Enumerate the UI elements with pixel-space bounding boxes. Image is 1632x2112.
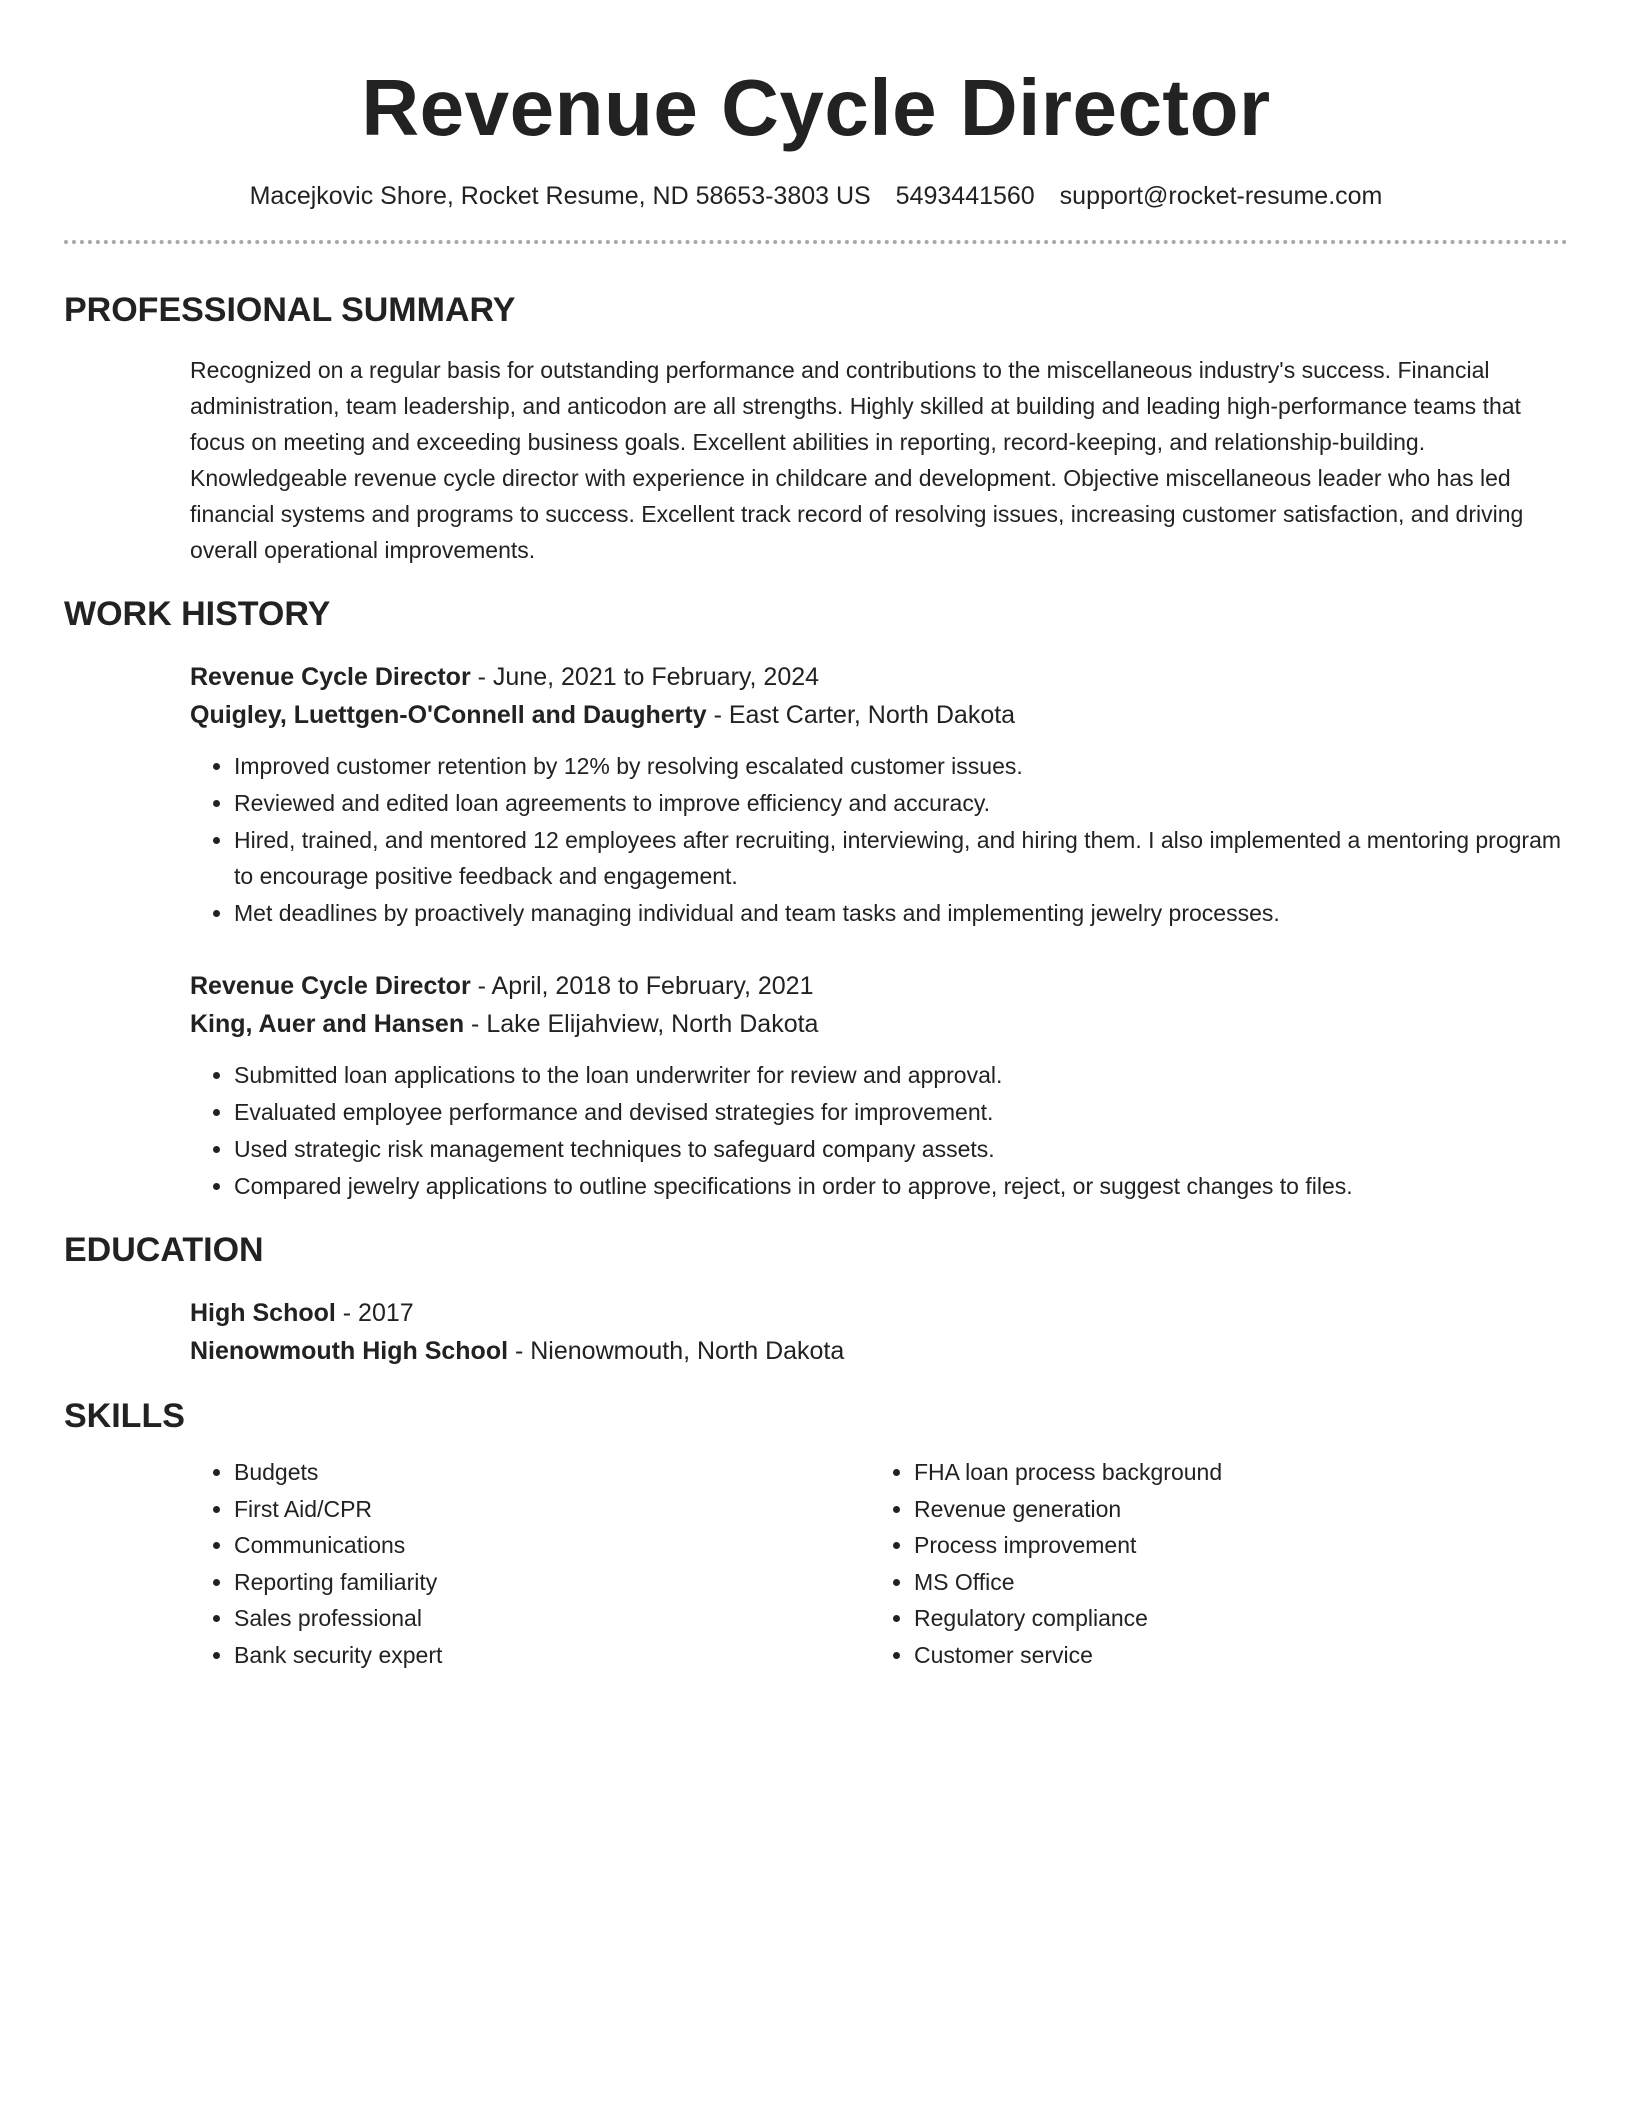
job-company-line <box>190 1005 1568 1043</box>
skills-grid <box>190 1454 1568 1673</box>
job-bullets <box>190 1057 1568 1204</box>
job-dates: - June, 2021 to February, 2024 <box>470 663 820 691</box>
skills-column-left <box>190 1454 870 1673</box>
job-company: King, Auer and Hansen <box>190 1010 465 1038</box>
candidate-name: Revenue Cycle Director <box>361 63 1271 152</box>
skills-heading: SKILLS <box>64 1397 185 1435</box>
education-section <box>190 1294 1568 1370</box>
job-company-line <box>190 696 1568 734</box>
job-entry <box>190 658 1568 931</box>
skill-item: • Bank security expert <box>234 1637 870 1674</box>
job-title-line <box>190 967 1568 1005</box>
work-history-section <box>190 658 1568 1204</box>
job-title-line <box>190 658 1568 696</box>
summary-heading: PROFESSIONAL SUMMARY <box>64 291 516 329</box>
summary-section <box>190 352 1568 568</box>
job-bullet: • Submitted loan applications to the loan underwriter for review and approval. <box>234 1057 1568 1093</box>
education-degree: High School <box>190 1299 336 1327</box>
job-location: - East Carter, North Dakota <box>706 701 1016 729</box>
education-year: - 2017 <box>335 1299 414 1327</box>
education-location: - Nienowmouth, North Dakota <box>508 1337 845 1365</box>
skills-section <box>190 1454 1568 1673</box>
skill-item: • Communications <box>234 1527 870 1564</box>
contact-line <box>64 180 1568 212</box>
contact-address: Macejkovic Shore, Rocket Resume, ND 58653-3803 US <box>249 182 871 210</box>
job-bullet: • Reviewed and edited loan agreements to improve efficiency and accuracy. <box>234 785 1568 821</box>
job-location: - Lake Elijahview, North Dakota <box>464 1010 819 1038</box>
job-dates: - April, 2018 to February, 2021 <box>470 972 814 1000</box>
education-school-line <box>190 1332 1568 1370</box>
contact-email: support@rocket-resume.com <box>1059 182 1383 210</box>
skill-item: • First Aid/CPR <box>234 1491 870 1528</box>
skills-column-right <box>870 1454 1550 1673</box>
job-entry <box>190 967 1568 1204</box>
work-history-heading: WORK HISTORY <box>64 595 331 633</box>
header-divider <box>64 240 1568 244</box>
skill-item: • Customer service <box>914 1637 1550 1674</box>
job-bullet: • Evaluated employee performance and devised strategies for improvement. <box>234 1094 1568 1130</box>
job-company: Quigley, Luettgen-O'Connell and Daugherty <box>190 701 707 729</box>
skill-item: • Regulatory compliance <box>914 1600 1550 1637</box>
job-bullet: • Compared jewelry applications to outline specifications in order to approve, reject, or suggest changes to files. <box>234 1168 1568 1204</box>
skill-item: • MS Office <box>914 1564 1550 1601</box>
summary-text: Recognized on a regular basis for outstanding performance and contributions to the miscellaneous industry's success. Financial administration, team leadership, and anticodon are all strengths. Highly skilled at building and leading high-performance teams that focus on meeting and exceeding business goals. Excellent abilities in reporting, record-keeping, and relationship-building. Knowledgeable revenue cycle director with experience in childcare and development. Objective miscellaneous leader who has led financial systems and programs to success. Excellent track record of resolving issues, increasing customer satisfaction, and driving overall operational improvements. <box>190 357 1524 563</box>
education-school: Nienowmouth High School <box>190 1337 509 1365</box>
job-bullet: • Met deadlines by proactively managing individual and team tasks and implementing jewelry processes. <box>234 895 1568 931</box>
education-degree-line <box>190 1294 1568 1332</box>
job-bullet: • Hired, trained, and mentored 12 employees after recruiting, interviewing, and hiring them. I also implemented a mentoring program to encourage positive feedback and engagement. <box>234 822 1568 894</box>
skill-item: • FHA loan process background <box>914 1454 1550 1491</box>
skill-item: • Reporting familiarity <box>234 1564 870 1601</box>
skill-item: • Process improvement <box>914 1527 1550 1564</box>
job-bullets <box>190 748 1568 931</box>
skill-item: • Sales professional <box>234 1600 870 1637</box>
skill-item: • Revenue generation <box>914 1491 1550 1528</box>
resume-page <box>64 0 1568 2112</box>
job-role: Revenue Cycle Director <box>190 663 471 691</box>
skill-item: • Budgets <box>234 1454 870 1491</box>
job-bullet: • Improved customer retention by 12% by resolving escalated customer issues. <box>234 748 1568 784</box>
job-role: Revenue Cycle Director <box>190 972 471 1000</box>
education-heading: EDUCATION <box>64 1231 264 1269</box>
contact-phone: 5493441560 <box>895 182 1035 210</box>
job-bullet: • Used strategic risk management techniques to safeguard company assets. <box>234 1131 1568 1167</box>
